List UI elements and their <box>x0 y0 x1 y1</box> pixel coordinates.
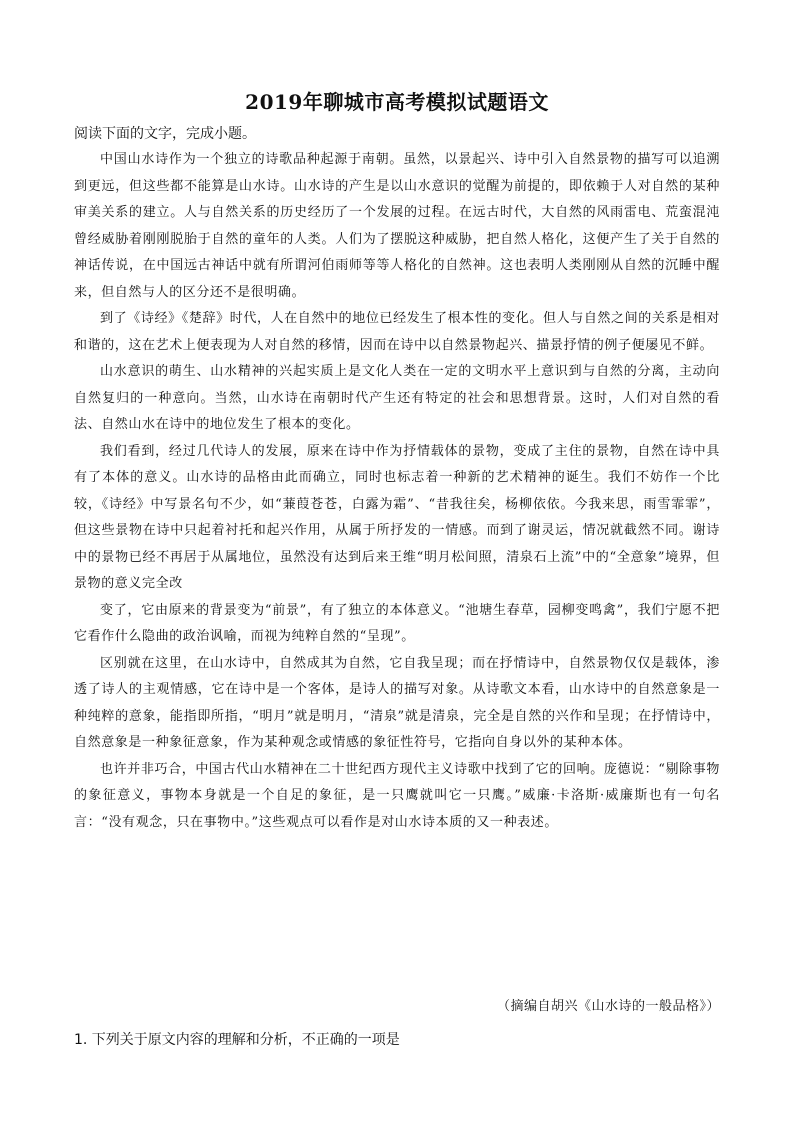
page-title: 2019年聊城市高考模拟试题语文 <box>245 90 549 114</box>
article-paragraph: 也许并非巧合，中国古代山水精神在二十世纪西方现代主义诗歌中找到了它的回响。庞德说：“剔除事物的象征意义，事物本身就是一个自足的象征，是一只鹰就叫它一只鹰。”威廉·卡洛斯·威廉斯也有一句名言：“没有观念，只在事物中。”这些观点可以看作是对山水诗本质的又一种表述。 <box>74 761 720 830</box>
article-source: （摘编自胡兴《山水诗的一般品格》） <box>496 999 720 1014</box>
question-stem: 1. 下列关于原文内容的理解和分析，不正确的一项是 <box>74 1032 400 1048</box>
article-paragraph: 中国山水诗作为一个独立的诗歌品种起源于南朝。虽然，以景起兴、诗中引入自然景物的描写可以追溯到更远，但这些都不能算是山水诗。山水诗的产生是以山水意识的觉醒为前提的，即依赖于人对自然的某种审美关系的建立。人与自然关系的历史经历了一个发展的过程。在远古时代，大自然的风雨雷电、荒蛮混沌曾经威胁着刚刚脱胎于自然的童年的人类。人们为了摆脱这种威胁，把自然人格化，这便产生了关于自然的神话传说，在中国远古神话中就有所谓河伯雨师等等人格化的自然神。这也表明人类刚刚从自然的沉睡中醒来，但自然与人的区分还不是很明确。 <box>74 152 720 300</box>
article-paragraph: 区别就在这里，在山水诗中，自然成其为自然，它自我呈现；而在抒情诗中，自然景物仅仅是载体，渗透了诗人的主观情感，它在诗中是一个客体，是诗人的描写对象。从诗歌文本看，山水诗中的自然意象是一种纯粹的意象，能指即所指，“明月”就是明月，“清泉”就是清泉，完全是自然的兴作和呈现；在抒情诗中，自然意象是一种象征意象，作为某种观念或情感的象征性符号，它指向自身以外的某种本体。 <box>74 655 720 750</box>
reading-instruction: 阅读下面的文字，完成小题。 <box>74 126 256 142</box>
article-paragraph: 我们看到，经过几代诗人的发展，原来在诗中作为抒情载体的景物，变成了主住的景物，自然在诗中具有了本体的意义。山水诗的品格由此而确立，同时也标志着一种新的艺术精神的诞生。我们不妨作一个比较，《诗经》中写景名句不少，如“蒹葭苍苍，白露为霜”、“昔我往矣，杨柳依依。今我来思，雨雪霏霏”，但这些景物在诗中只起着衬托和起兴作用，从属于所抒发的一情感。而到了谢灵运，情况就截然不同。谢诗中的景物已经不再居于从属地位，虽然没有达到后来王维“明月松间照，清泉石上流”中的“全意象”境界，但景物的意义完全改 <box>74 443 720 591</box>
article-paragraph: 到了《诗经》《楚辞》时代，人在自然中的地位已经发生了根本性的变化。但人与自然之间的关系是相对和谐的，这在艺术上便表现为人对自然的移情，因而在诗中以自然景物起兴、描景抒情的例子便屡见不鲜。 <box>74 311 720 353</box>
article-paragraph: 变了，它由原来的背景变为“前景”，有了独立的本体意义。“池塘生春草，园柳变鸣禽”，我们宁愿不把它看作什么隐曲的政治讽喻，而视为纯粹自然的“呈现”。 <box>74 602 720 644</box>
article-body <box>74 147 720 836</box>
article-paragraph: 山水意识的萌生、山水精神的兴起实质上是文化人类在一定的文明水平上意识到与自然的分离，主动向自然复归的一种意向。当然，山水诗在南朝时代产生还有特定的社会和思想背景。这时，人们对自然的看法、自然山水在诗中的地位发生了根本的变化。 <box>74 364 720 432</box>
